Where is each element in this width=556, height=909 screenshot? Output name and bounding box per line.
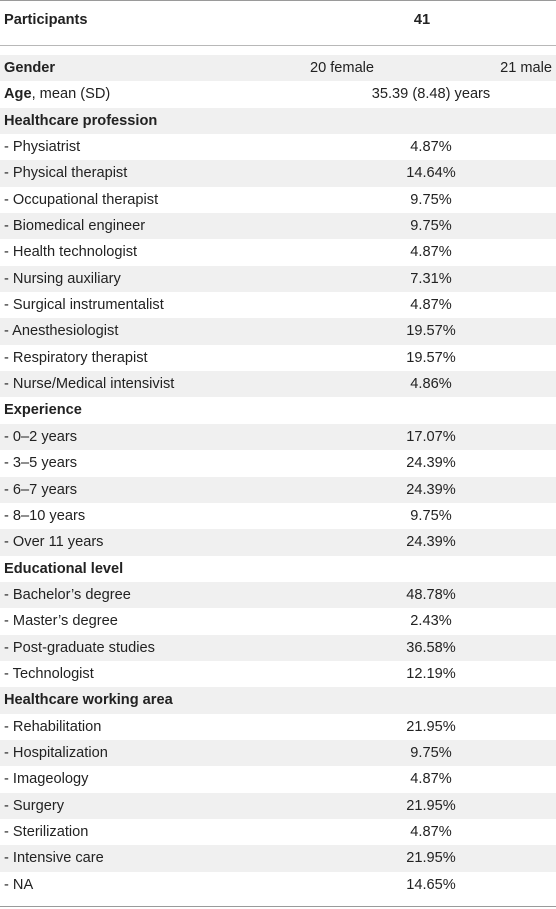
row-value: 9.75% (410, 191, 452, 208)
age-value: 35.39 (8.48) years (371, 86, 491, 103)
row-value: 14.64% (406, 165, 456, 182)
section-title-row (0, 397, 556, 423)
table-row (0, 318, 556, 344)
row-value: 17.07% (406, 428, 456, 445)
row-value: 4.87% (410, 244, 452, 261)
row-label: - Rehabilitation (4, 718, 102, 735)
table-row (0, 450, 556, 476)
row-value: 9.75% (410, 744, 452, 761)
row-label: - Intensive care (4, 850, 104, 867)
table-row (0, 503, 556, 529)
row-label: - 8–10 years (4, 507, 86, 524)
row-label: - Nurse/Medical intensivist (4, 376, 175, 393)
row-value: 21.95% (406, 797, 456, 814)
row-value: 7.31% (410, 270, 452, 287)
row-value: 36.58% (406, 639, 456, 656)
table-row (0, 477, 556, 503)
table-row (0, 529, 556, 555)
age-label-bold: Age (4, 86, 32, 103)
row-value: 48.78% (406, 586, 456, 603)
row-label: - Physical therapist (4, 165, 128, 182)
row-label: - Imageology (4, 771, 89, 788)
row-label: - 0–2 years (4, 428, 78, 445)
gender-row (0, 55, 556, 81)
header-gap (0, 46, 556, 55)
row-label: - NA (4, 876, 34, 893)
row-label: - 3–5 years (4, 455, 78, 472)
row-value: 24.39% (406, 481, 456, 498)
table-row (0, 872, 556, 898)
table-row (0, 160, 556, 186)
row-value: 2.43% (410, 613, 452, 630)
row-value: 4.87% (410, 139, 452, 156)
gender-male-value: 21 male (500, 60, 552, 76)
row-value: 21.95% (406, 718, 456, 735)
row-value: 24.39% (406, 455, 456, 472)
table-row (0, 845, 556, 871)
row-label: - Surgical instrumentalist (4, 297, 164, 314)
row-label: - Over 11 years (4, 534, 104, 551)
row-label: - 6–7 years (4, 481, 78, 498)
section-title-row (0, 556, 556, 582)
row-label: - Master’s degree (4, 613, 118, 630)
row-label: - Occupational therapist (4, 191, 159, 208)
row-label: - Post-graduate studies (4, 639, 155, 656)
table-row (0, 661, 556, 687)
row-label: - Health technologist (4, 244, 138, 261)
table-row (0, 213, 556, 239)
section-title: Healthcare profession (4, 112, 158, 129)
age-label-rest: , mean (SD) (31, 86, 111, 103)
row-value: 4.87% (410, 771, 452, 788)
row-label: - Respiratory therapist (4, 349, 148, 366)
row-label: - Surgery (4, 797, 65, 814)
table-row (0, 608, 556, 634)
table-row (0, 187, 556, 213)
row-value: 21.95% (406, 850, 456, 867)
section-title-row (0, 687, 556, 713)
table-row (0, 134, 556, 160)
row-value: 14.65% (406, 876, 456, 893)
section-title: Experience (4, 402, 82, 419)
row-value: 24.39% (406, 534, 456, 551)
table-row (0, 371, 556, 397)
table-row (0, 819, 556, 845)
row-value: 4.87% (410, 297, 452, 314)
table-row (0, 714, 556, 740)
table-row (0, 239, 556, 265)
row-label: - Nursing auxiliary (4, 270, 121, 287)
table-header (0, 0, 556, 46)
row-value: 12.19% (406, 665, 456, 682)
row-label: - Technologist (4, 665, 94, 682)
row-label: - Anesthesiologist (4, 323, 119, 340)
table-row (0, 766, 556, 792)
row-label: - Sterilization (4, 823, 89, 840)
header-participants-count: 41 (413, 12, 431, 28)
table-row (0, 292, 556, 318)
table-row (0, 424, 556, 450)
row-label: - Physiatrist (4, 139, 81, 156)
gender-female-value: 20 female (309, 60, 375, 76)
section-title: Healthcare working area (4, 692, 173, 709)
age-label (4, 81, 110, 107)
bottom-rule (0, 906, 556, 907)
gender-label: Gender (4, 60, 56, 76)
header-participants-label: Participants (4, 12, 88, 28)
section-title-row (0, 108, 556, 134)
table-row (0, 266, 556, 292)
row-value: 19.57% (406, 323, 456, 340)
age-row (0, 81, 556, 107)
row-value: 9.75% (410, 218, 452, 235)
table-row (0, 582, 556, 608)
table-row (0, 793, 556, 819)
table-row (0, 635, 556, 661)
row-value: 9.75% (410, 507, 452, 524)
row-label: - Bachelor’s degree (4, 586, 131, 603)
table-row (0, 345, 556, 371)
row-value: 4.86% (410, 376, 452, 393)
section-title: Educational level (4, 560, 124, 577)
row-value: 4.87% (410, 823, 452, 840)
row-label: - Hospitalization (4, 744, 108, 761)
row-label: - Biomedical engineer (4, 218, 146, 235)
row-value: 19.57% (406, 349, 456, 366)
table-row (0, 740, 556, 766)
table-body (0, 55, 556, 898)
